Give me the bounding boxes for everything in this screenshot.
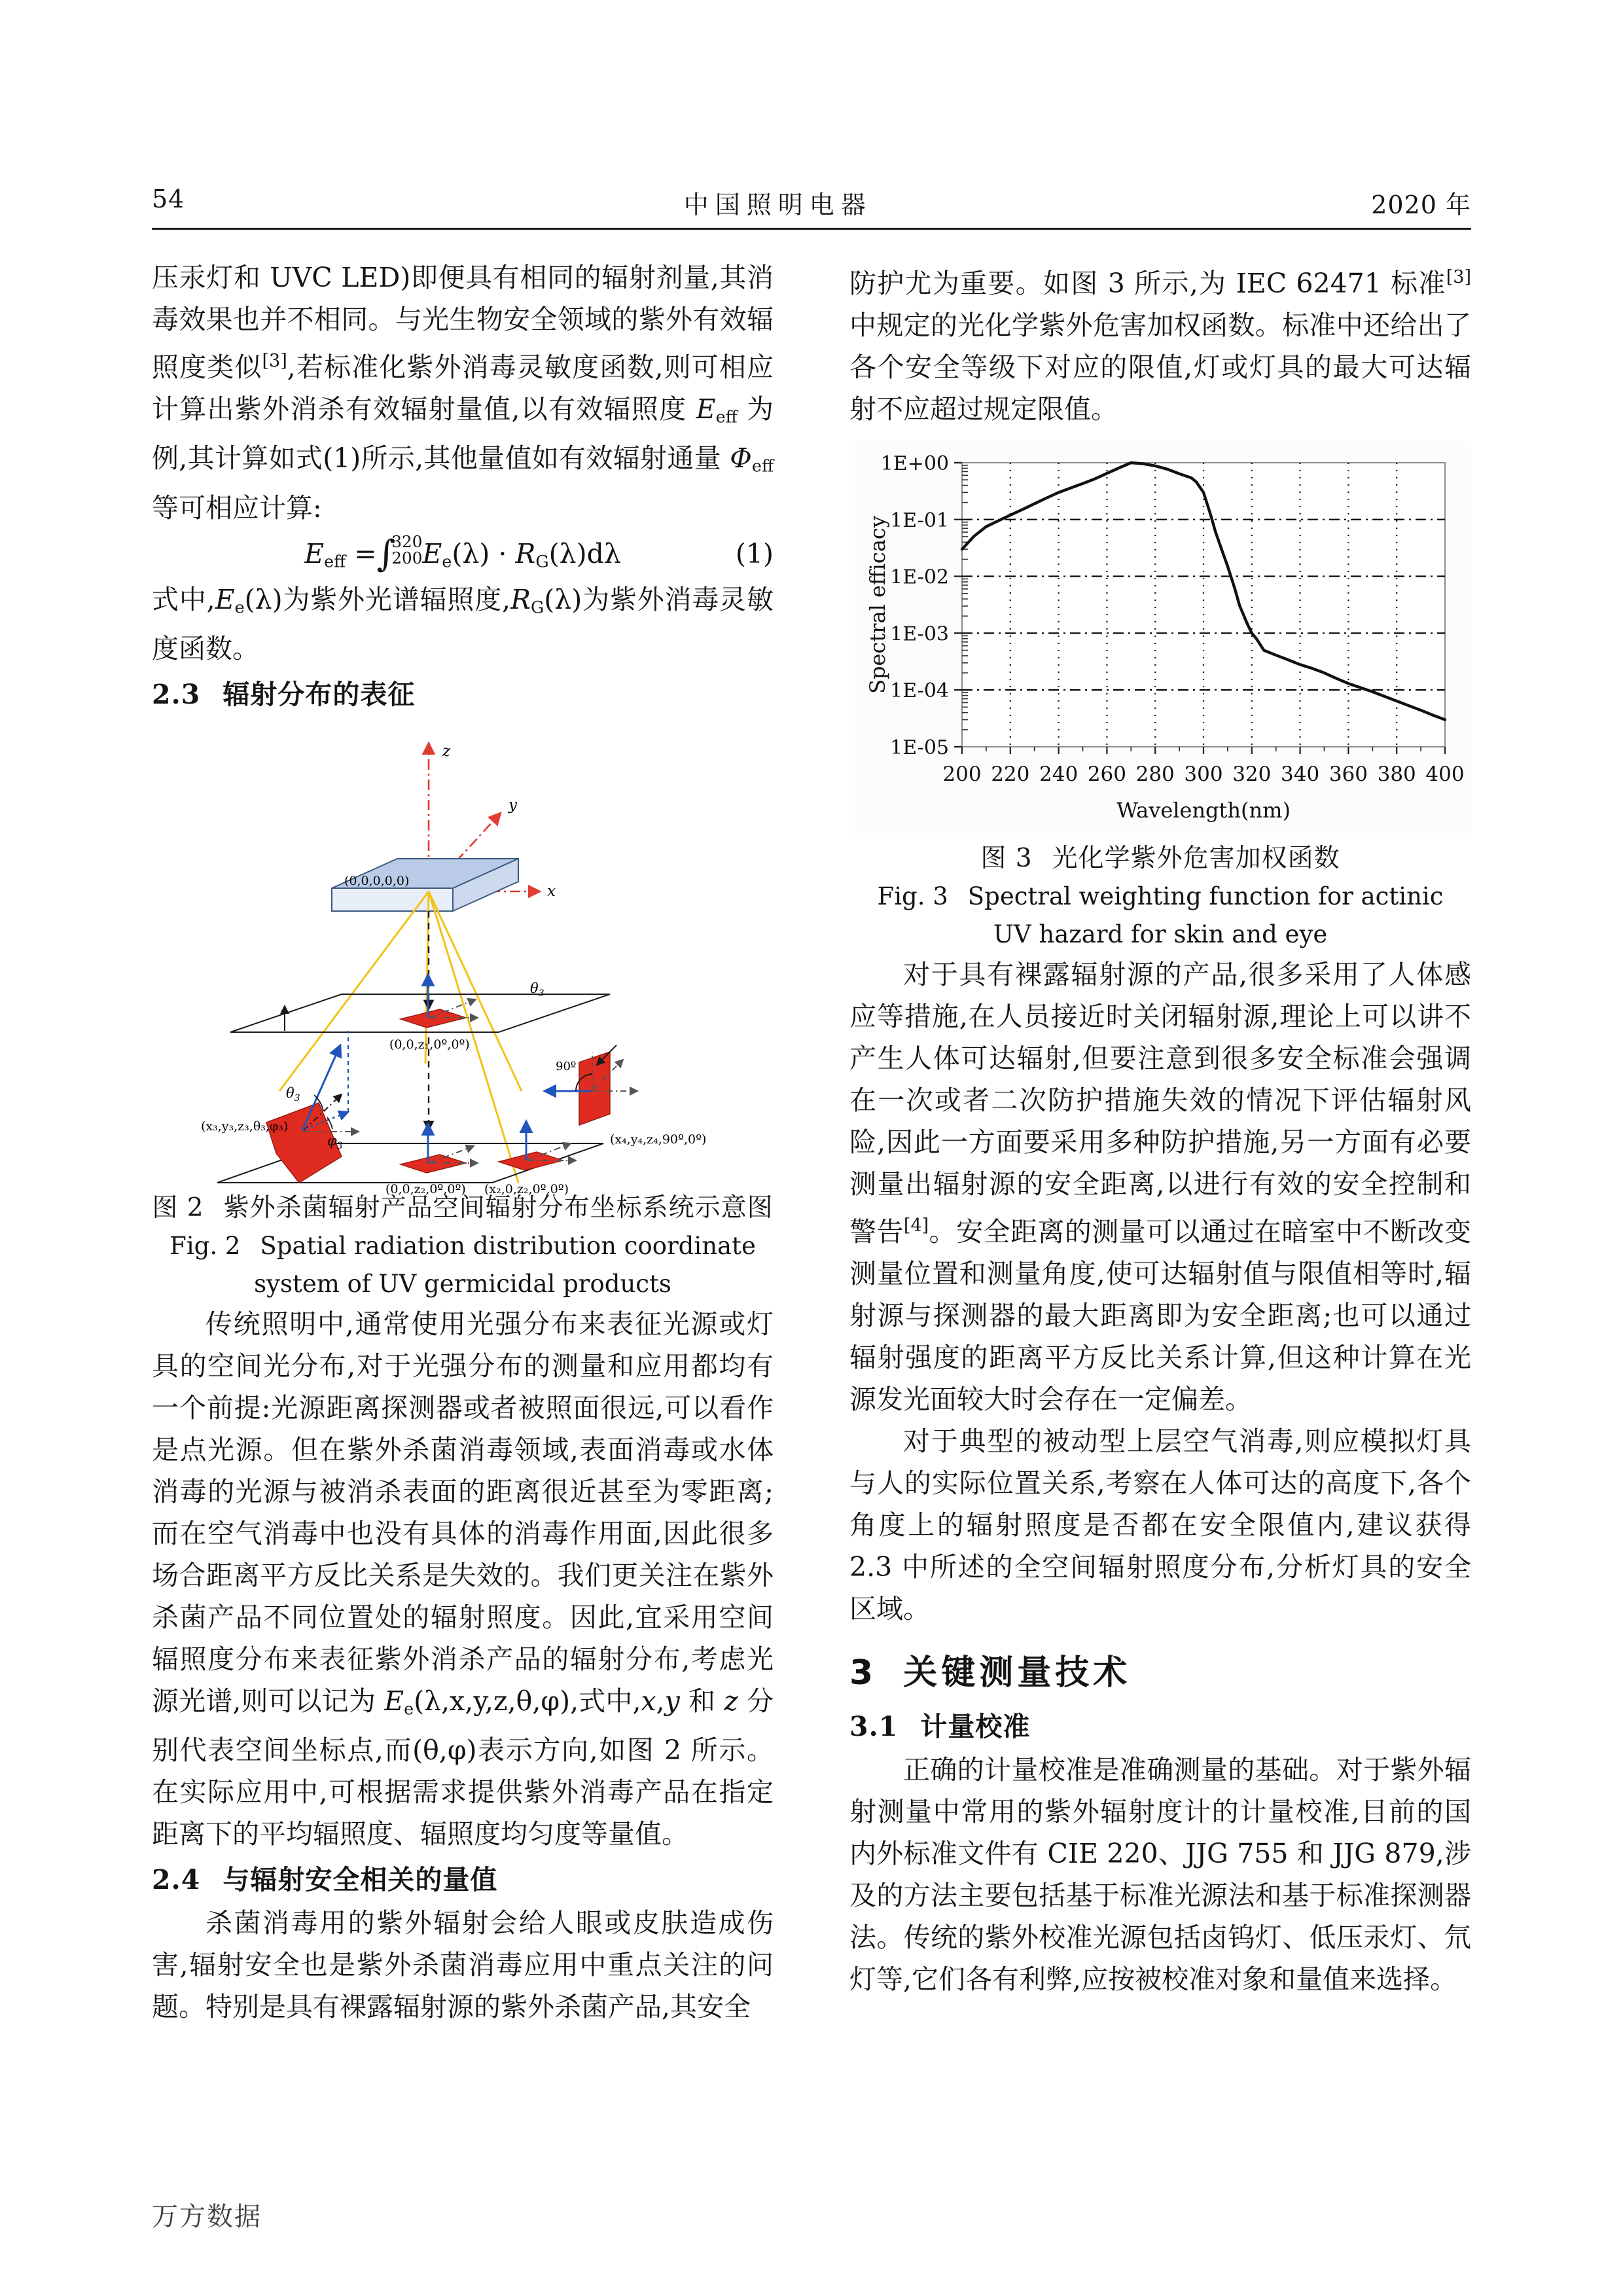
symbol-Ee-2: E — [384, 1685, 404, 1717]
paragraph-right-1 — [849, 257, 1471, 430]
equation-1-number: (1) — [735, 537, 774, 569]
section-number-3-1: 3.1 — [849, 1710, 899, 1742]
arg-full: (λ,x,y,z,θ,φ) — [414, 1685, 571, 1717]
figure-3-label-cn: 图 3 — [980, 843, 1033, 873]
eq1-lhs: E — [304, 537, 325, 569]
label-point-1: (0,0,z₁,0º,0º) — [389, 1037, 470, 1052]
detector-patch-3 — [499, 1121, 576, 1170]
eq1-term2: R — [515, 537, 536, 569]
x-axis-label: Wavelength(nm) — [1116, 797, 1291, 823]
ytick-label: 1E+00 — [880, 452, 949, 475]
section-title-2-4: 与辐射安全相关的量值 — [223, 1864, 498, 1896]
axis-label-z: z — [442, 742, 451, 760]
para-right-2-b: 。安全距离的测量可以通过在暗室中不断改变测量位置和测量角度,使可达辐射值与限值相等时,辐射源与探测器的最大距离即为安全距离;也可以通过辐射强度的距离平方反比关系计算,但这种计算在光源发光面较大时会存在一定偏差。 — [849, 1215, 1472, 1415]
integral-sign: ∫ — [376, 532, 396, 575]
detector-patch-1 — [401, 975, 478, 1028]
integral-lower-limit: 200 — [391, 548, 423, 567]
measurement-plane-upper — [230, 994, 610, 1032]
para-left-2-a: 式中, — [152, 583, 215, 615]
figure-3-caption — [849, 840, 1471, 954]
left-column — [152, 257, 774, 2028]
xtick-label: 280 — [1135, 762, 1175, 786]
xtick-label: 360 — [1329, 762, 1368, 786]
paragraph-left-3: 传统照明中,通常使用光强分布来表征光源或灯具的空间光分布,对于光强分布的测量和应用都均有一个前提:光源距离探测器或者被照面很远,可以看作是点光源。但在紫外杀菌消毒领域,表面消毒或水体消毒的光源与被消杀表面的距离很近甚至为零距离;而在空气消毒中也没有具体的消毒作用面,因此很多场合距离平方反比关系是失效的。我们更关注在紫外杀菌产品不同位置处的辐射照度。因此,宜采用空间辐照度分布来表征紫外消杀产品的辐射分布,考虑光源光谱,则可以记为 $E_e(\lambda,x,y,z,\theta,\varphi)$,式中,x,y 和 z 分别代表空间坐标点,而(θ,φ)表示方向,如图 2 所示。在实际应用中,可根据需求提供紫外消毒产品在指定距离下的平均辐照度、辐照度均匀度等量值。 — [152, 1308, 774, 1850]
label-point-5: (x₄,y₄,z₄,90º,0º) — [610, 1132, 707, 1147]
section-title-3: 关键测量技术 — [903, 1653, 1132, 1693]
eq1-term2-sub: G — [535, 550, 549, 571]
paragraph-right-2 — [849, 954, 1471, 1420]
label-point-2: (0,0,z₂,0º,0º) — [385, 1181, 466, 1196]
figure-3-caption-en-1 — [849, 878, 1471, 916]
subscript-e-1: e — [234, 596, 245, 617]
para-left-2-b: 为紫外光谱辐照度, — [282, 583, 511, 615]
xtick-label: 380 — [1377, 762, 1416, 786]
figure-2-label-en: Fig. 2 — [169, 1231, 241, 1260]
figure-3-chart — [849, 440, 1471, 833]
page-number: 54 — [152, 185, 185, 213]
section-title-2-3: 辐射分布的表征 — [223, 678, 416, 710]
para-left-1-b: ,若标准化紫外消毒灵敏度函数,则可相应计算出紫外消杀有效辐射量值,以有效辐照度 — [152, 351, 774, 425]
section-heading-2-4 — [152, 1859, 774, 1901]
section-heading-2-3 — [152, 673, 774, 715]
detector-patch-2 — [401, 1124, 478, 1173]
arg-lambda-1: (λ) — [244, 583, 283, 615]
axis-label-y: y — [508, 796, 517, 814]
figure-3 — [849, 440, 1471, 833]
figure-2-text-en-1: Spatial radiation distribution coordinate — [260, 1231, 756, 1260]
reference-marker-3: [3] — [262, 351, 287, 371]
para-left-2-c: 为紫外消毒灵敏度函数。 — [152, 583, 774, 664]
axis-label-x: x — [547, 882, 556, 900]
eq1-equals: = — [354, 537, 377, 569]
section-heading-3-1 — [849, 1706, 1471, 1748]
y-axis-label: Spectral efficacy — [865, 515, 890, 694]
figure-2 — [152, 725, 774, 1196]
para-left-3-mid: 和 — [679, 1685, 724, 1717]
figure-2-caption-en-1 — [152, 1227, 774, 1265]
ytick-label: 1E-02 — [890, 565, 949, 589]
xtick-label: 200 — [942, 762, 982, 786]
section-number-2-3: 2.3 — [152, 678, 201, 710]
subscript-G: G — [530, 596, 544, 617]
eq1-differential: dλ — [586, 537, 621, 569]
arg-lambda-2: (λ) — [544, 583, 582, 615]
plot-frame — [962, 463, 1445, 747]
figure-3-caption-en-2: UV hazard for skin and eye — [993, 920, 1328, 948]
eq1-term2-arg: (λ) — [548, 537, 587, 569]
figure-2-label-cn: 图 2 — [152, 1193, 204, 1223]
para-right-2-a: 对于具有裸露辐射源的产品,很多采用了人体感应等措施,在人员接近时关闭辐射源,理论上可以讲不产生人体可达辐射,但要注意到很多安全标准会强调在一次或者二次防护措施失效的情况下评估辐射风险,因此一方面要采用多种防护措施,另一方面有必要测量出辐射源的安全距离,以进行有效的安全控制和警告 — [849, 958, 1471, 1247]
eq1-term1-sub: e — [442, 550, 452, 571]
right-column — [849, 257, 1471, 2000]
para-left-3-a: 传统照明中,通常使用光强分布来表征光源或灯具的空间光分布,对于光强分布的测量和应用都均有一个前提:光源距离探测器或者被照面很远,可以看作是点光源。但在紫外杀菌消毒领域,表面消毒或水体消毒的光源与被消杀表面的距离很近甚至为零距离;而在空气消毒中也没有具体的消毒作用面,因此很多场合距离平方反比关系是失效的。我们更关注在紫外杀菌产品不同位置处的辐射照度。因此,宜采用空间辐照度分布来表征紫外消杀产品的辐射分布,考虑光源光谱,则可以记为 — [152, 1308, 774, 1717]
publication-year: 2020 年 — [1371, 190, 1471, 219]
subscript-eff-1: eff — [715, 406, 738, 427]
figure-3-text-cn: 光化学紫外危害加权函数 — [1052, 843, 1340, 873]
label-theta3-left: $\theta_3$ — [286, 1085, 300, 1103]
section-number-3: 3 — [849, 1653, 878, 1693]
xtick-label: 340 — [1281, 762, 1320, 786]
figure-3-label-en: Fig. 3 — [877, 882, 948, 910]
figure-2-caption — [152, 1189, 774, 1303]
section-title-3-1: 计量校准 — [920, 1710, 1031, 1742]
symbol-x: x — [641, 1685, 656, 1717]
paragraph-left-1 — [152, 257, 774, 529]
paragraph-right-3: 对于典型的被动型上层空气消毒,则应模拟灯具与人的实际位置关系,考察在人体可达的高度下,各个角度上的辐射照度是否都在安全限值内,建议获得 2.3 中所述的全空间辐射照度分布,分析灯具的安全区域。 — [849, 1425, 1471, 1624]
para-left-1-d: 等可相应计算: — [152, 492, 322, 524]
reference-marker-4: [4] — [903, 1215, 929, 1236]
symbol-y: y — [664, 1685, 680, 1717]
label-angle-90: 90º — [556, 1059, 577, 1073]
integral-limits — [391, 533, 422, 566]
xtick-label: 260 — [1087, 762, 1126, 786]
eq1-term1-arg: (λ) — [452, 537, 490, 569]
figure-2-caption-en-2: system of UV germicidal products — [254, 1269, 671, 1298]
figure-3-text-en-1: Spectral weighting function for actinic — [967, 882, 1444, 910]
xtick-label: 400 — [1425, 762, 1465, 786]
xtick-label: 220 — [991, 762, 1030, 786]
ytick-label: 1E-03 — [890, 622, 949, 646]
figure-2-text-cn: 紫外杀菌辐射产品空间辐射分布坐标系统示意图 — [223, 1193, 774, 1223]
symbol-E: E — [696, 393, 716, 425]
xtick-label: 240 — [1039, 762, 1079, 786]
equation-1-body — [304, 529, 621, 586]
equation-1 — [152, 529, 774, 579]
label-phi3: $\varphi_3$ — [327, 1132, 343, 1151]
label-theta3-top: $\theta_3$ — [530, 980, 544, 999]
para-left-3-c: 分别代表空间坐标点,而(θ,φ)表示方向,如图 2 所示。在实际应用中,可根据需求提供紫外消毒产品在指定距离下的平均辐照度、辐照度均匀度等量值。 — [152, 1685, 774, 1850]
label-point-3: (x₂,0,z₂,0º,0º) — [484, 1181, 569, 1196]
para-left-3-b: ,式中, — [570, 1685, 641, 1717]
paragraph-left-4: 杀菌消毒用的紫外辐射会给人眼或皮肤造成伤害,辐射安全也是紫外杀菌消毒应用中重点关注的问题。特别是具有裸露辐射源的紫外杀菌产品,其安全 — [152, 1907, 774, 2023]
detector-patch-5-vertical — [544, 1045, 637, 1125]
para-right-1-b: 中规定的光化学紫外危害加权函数。标准中还给出了各个安全等级下对应的限值,灯或灯具的最大可达辐射不应超过规定限值。 — [849, 309, 1471, 425]
label-point-4: (x₃,y₃,z₃,θ₃,φ₃) — [201, 1119, 289, 1134]
symbol-Ee-1: E — [215, 583, 235, 615]
integral-upper-limit: 320 — [391, 531, 423, 551]
figure-3-caption-cn — [849, 840, 1471, 878]
symbol-Phi: Φ — [730, 442, 752, 475]
running-head — [152, 185, 1471, 230]
header-rule — [152, 228, 1471, 230]
label-origin: (0,0,0,0,0) — [344, 873, 410, 888]
section-heading-3 — [849, 1647, 1471, 1699]
para-left-1-c: 为例,其计算如式(1)所示,其他量值如有效辐射通量 — [152, 393, 774, 475]
symbol-z: z — [724, 1685, 738, 1717]
subscript-e-2: e — [404, 1698, 414, 1719]
ytick-label: 1E-04 — [890, 679, 949, 703]
reference-marker-3b: [3] — [1446, 267, 1471, 287]
symbol-RG: R — [510, 583, 531, 615]
journal-title: 中国照明电器 — [683, 190, 872, 219]
eq1-dot: · — [498, 537, 507, 569]
ytick-label: 1E-05 — [890, 736, 949, 759]
eq1-term1: E — [422, 537, 442, 569]
figure-2-diagram — [152, 725, 774, 1196]
paragraph-right-4: 正确的计量校准是准确测量的基础。对于紫外辐射测量中常用的紫外辐射度计的计量校准,目前的国内外标准文件有 CIE 220、JJG 755 和 JJG 879,涉及的方法主要包括基于标准光源法和基于标准探测器法。传统的紫外校准光源包括卤钨灯、低压汞灯、氘灯等,它们各有利弊,应按被校准对象和量值来选择。 — [849, 1753, 1471, 1995]
para-right-1-a: 防护尤为重要。如图 3 所示,为 IEC 62471 标准 — [849, 267, 1446, 299]
xtick-label: 320 — [1232, 762, 1272, 786]
ytick-label: 1E-01 — [890, 509, 949, 532]
para-left-1-a: 压汞灯和 UVC LED)即便具有相同的辐射剂量,其消毒效果也并不相同。与光生物安全领域的紫外有效辐照度类似 — [152, 262, 774, 383]
subscript-eff-2: eff — [751, 456, 774, 476]
eq1-lhs-sub: eff — [324, 550, 346, 571]
section-number-2-4: 2.4 — [152, 1864, 201, 1896]
xtick-label: 300 — [1184, 762, 1223, 786]
paragraph-left-2 — [152, 579, 774, 670]
watermark-wanfang: 万方数据 — [152, 2202, 262, 2232]
